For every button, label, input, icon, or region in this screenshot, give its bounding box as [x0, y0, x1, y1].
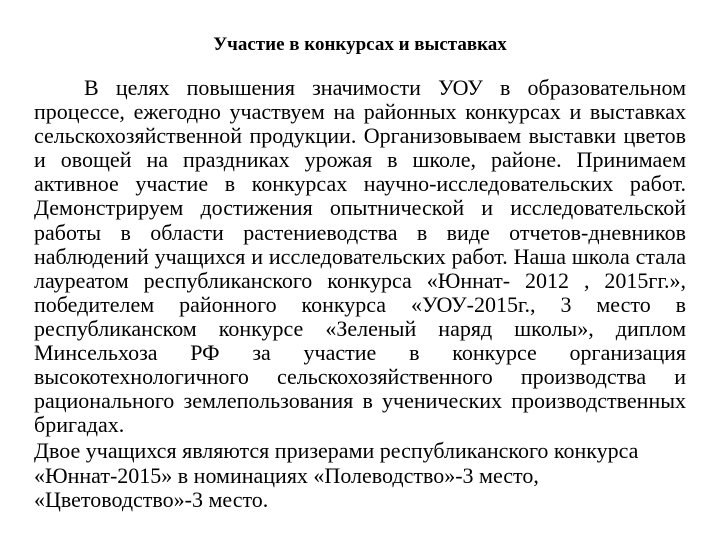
slide-body — [34, 76, 686, 512]
slide-title: Участие в конкурсах и выставках — [213, 34, 507, 55]
body-paragraph-prize-winners: Двое учащихся являются призерами республиканского конкурса «Юннат-2015» в номинациях «Полеводство»-3 место, «Цветоводство»-3 место. — [34, 438, 639, 512]
body-paragraph-achievements: В целях повышения значимости УОУ в образовательном процессе, ежегодно участвуем на районных конкурсах и выставках сельскохозяйственной продукции. Организовываем выставки цветов и овощей на праздниках урожая в школе, районе. Принимаем активное участие в конкурсах научно-исследовательских работ. Демонстрируем достижения опытнической и исследовательской работы в области растениеводства в виде отчетов-дневников наблюдений учащихся и исследовательских работ. Наша школа стала лауреатом республиканского конкурса «Юннат- 2012 , 2015гг.», победителем районного конкурса «УОУ-2015г., 3 место в республиканском конкурсе «Зеленый наряд школы», диплом Минсельхоза РФ за участие в конкурсе организация высокотехнологичного сельскохозяйственного производства и рационального землепользования в ученических производственных бригадах. — [34, 75, 686, 438]
